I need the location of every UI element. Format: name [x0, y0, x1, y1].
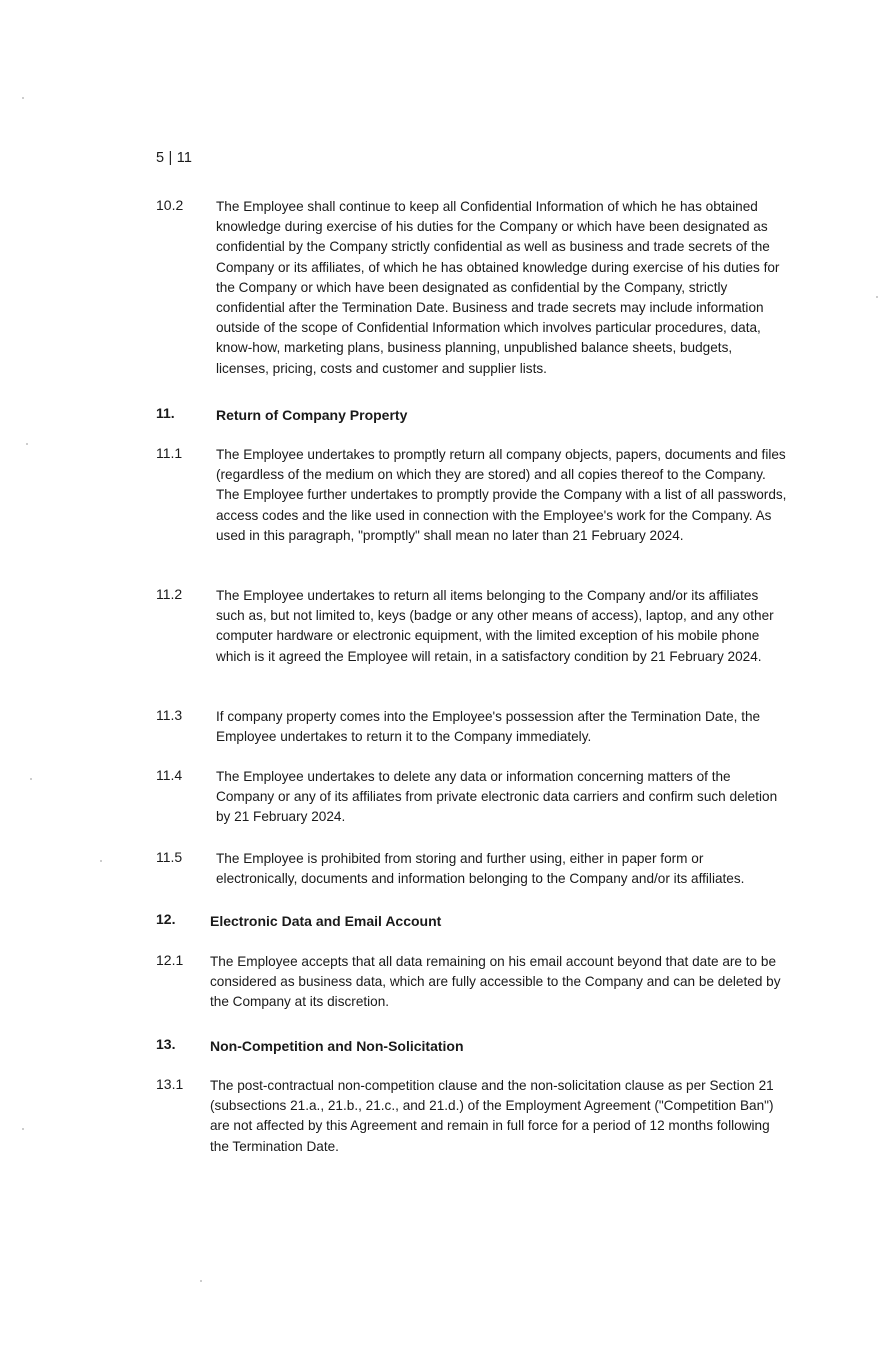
- scan-speck: [26, 443, 28, 445]
- section-number: 13.: [156, 1036, 176, 1052]
- clause-number: 12.1: [156, 952, 184, 968]
- page-number: 5 | 11: [156, 150, 193, 166]
- clause-number: 11.4: [156, 767, 183, 783]
- clause-text: The Employee undertakes to promptly return all company objects, papers, documents and files (regardless of the medium on which they are stored) and all copies thereof to the Company. The Employee further undertakes to promptly provide the Company with a list of all passwords, access codes and the like used in connection with the Employee's work for the Company. As used in this paragraph, "promptly" shall mean no later than 21 February 2024.: [216, 447, 787, 543]
- clause-text: If company property comes into the Employee's possession after the Termination Date, the Employee undertakes to return it to the Company immediately.: [216, 709, 761, 745]
- clause-number: 11.1: [156, 445, 183, 461]
- clause-text: The Employee accepts that all data remaining on his email account beyond that date are to be considered as business data, which are fully accessible to the Company and can be deleted by the Company at its discretion.: [210, 954, 781, 1010]
- section-title: Return of Company Property: [216, 407, 408, 423]
- scan-speck: [30, 778, 32, 780]
- clause-text: The post-contractual non-competition clause and the non-solicitation clause as per Section 21 (subsections 21.a., 21.b., 21.c., and 21.d.) of the Employment Agreement ("Competition Ban") are not affected by this Agreement and remain in full force for a period of 12 months following the Termination Date.: [210, 1078, 774, 1154]
- section-number: 11.: [156, 405, 175, 421]
- clause-number: 10.2: [156, 197, 184, 213]
- clause-number: 11.5: [156, 849, 183, 865]
- clause-number: 11.2: [156, 586, 183, 602]
- section-title: Non-Competition and Non-Solicitation: [210, 1038, 464, 1054]
- scan-speck: [22, 97, 24, 99]
- clause-text: The Employee is prohibited from storing and further using, either in paper form or electronically, documents and information belonging to the Company and/or its affiliates.: [216, 851, 745, 887]
- clause-text: The Employee undertakes to return all items belonging to the Company and/or its affiliates such as, but not limited to, keys (badge or any other means of access), laptop, and any other computer hardware or electronic equipment, with the limited exception of his mobile phone which is it agreed the Employee will retain, in a satisfactory condition by 21 February 2024.: [216, 588, 774, 664]
- scan-speck: [200, 1280, 202, 1282]
- clause-text: The Employee undertakes to delete any data or information concerning matters of the Company or any of its affiliates from private electronic data carriers and confirm such deletion by 21 February 2024.: [216, 769, 778, 825]
- clause-number: 13.1: [156, 1076, 184, 1092]
- section-title: Electronic Data and Email Account: [210, 913, 442, 929]
- scan-speck: [22, 1128, 24, 1130]
- scan-speck: [100, 860, 102, 862]
- section-number: 12.: [156, 911, 176, 927]
- scan-speck: [876, 296, 878, 298]
- clause-number: 11.3: [156, 707, 183, 723]
- clause-text: The Employee shall continue to keep all Confidential Information of which he has obtained knowledge during exercise of his duties for the Company or which have been designated as confidential by the Company strictly confidential as well as business and trade secrets of the Company or its affiliates, of which he has obtained knowledge during exercise of his duties for the Company or which have been designated as confidential by the Company, strictly confidential after the Termination Date. Business and trade secrets may include information outside of the scope of Confidential Information which involves particular procedures, data, know-how, marketing plans, business planning, unpublished balance sheets, budgets, licenses, pricing, costs and customer and supplier lists.: [216, 199, 780, 376]
